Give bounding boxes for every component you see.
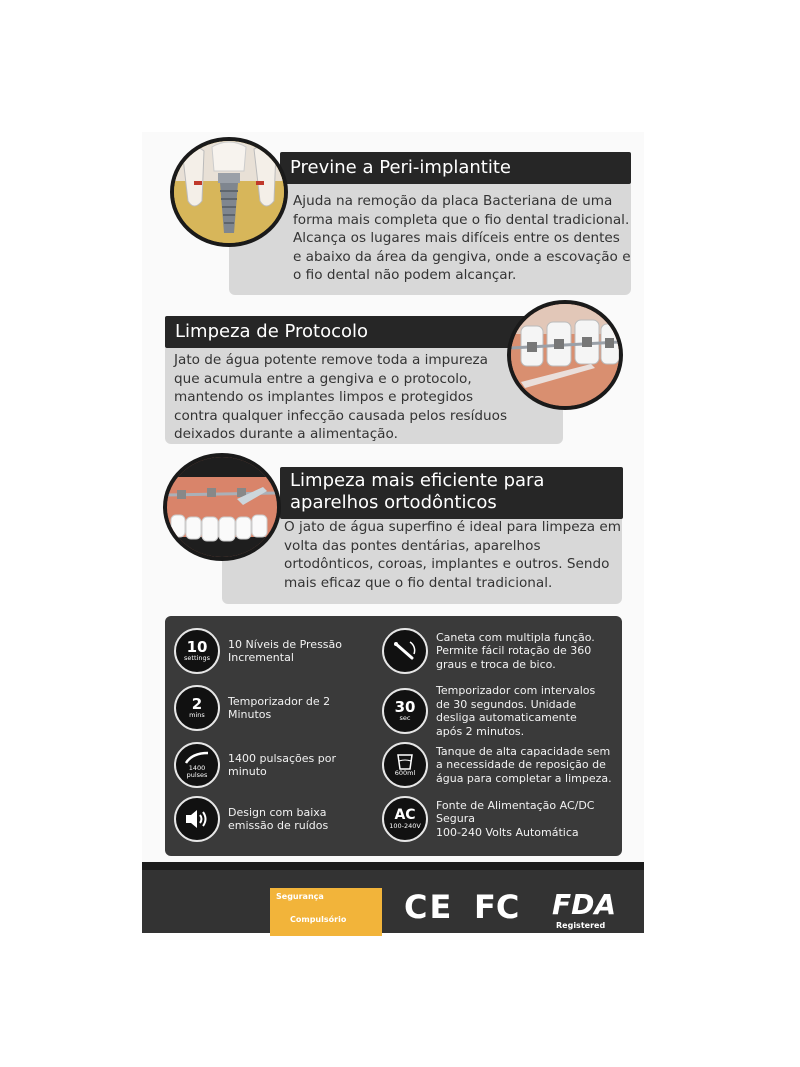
feature-power-supply — [382, 796, 595, 842]
peri-implantitis-description: Ajuda na remoção da placa Bacteriana de uma forma mais completa que o fio dental tradicional. Alcança os lugares mais difíceis entre os dentes e abaixo da área da gengiva, onde a escovação e o fio dental não podem alcançar. — [293, 193, 631, 283]
feature-water-tank — [382, 742, 612, 788]
feature-two-minute-timer — [174, 685, 330, 731]
fda-registered-label: Registered — [556, 921, 606, 930]
fda-logo: FDA — [552, 888, 617, 921]
feature-pressure-text: 10 Níveis de Pressão Incremental — [228, 637, 343, 664]
feature-pressure-levels — [174, 628, 342, 674]
certification-bar — [142, 862, 644, 933]
feature-interval-text: Temporizador com intervalos de 30 segundos. Unidade desliga automaticamente após 2 minutos. — [436, 684, 596, 738]
feature-tank-text: Tanque de alta capacidade sem a necessidade de reposição de água para completar a limpeza. — [436, 744, 612, 785]
dental-implant-photo — [170, 137, 288, 247]
peri-implantitis-title: Previne a Peri-implantite — [280, 152, 631, 184]
feature-pulses — [174, 742, 336, 788]
multifunction-pen-icon — [382, 628, 428, 674]
feature-noise-text: Design com baixa emissão de ruídos — [228, 805, 329, 832]
feature-low-noise — [174, 796, 328, 842]
feature-multifunction-pen — [382, 628, 595, 674]
protocol-cleaning-title: Limpeza de Protocolo — [165, 316, 535, 348]
feature-pulses-text: 1400 pulsações por minuto — [228, 751, 336, 778]
thirty-second-timer-icon: 30 sec — [382, 688, 428, 734]
feature-pen-text: Caneta com multipla função. Permite fácil rotação de 360 graus e troca de bico. — [436, 630, 595, 671]
low-noise-speaker-icon — [174, 796, 220, 842]
feature-power-text: Fonte de Alimentação AC/DC Segura 100-240 Volts Automática — [436, 798, 595, 839]
power-supply-icon: AC 100-240V — [382, 796, 428, 842]
protocol-cleaning-description: Jato de água potente remove toda a impureza que acumula entre a gengiva e o protocolo, mantendo os implantes limpos e protegidos contra qualquer infecção causada pelos resíduos deixados durante a alimentação. — [174, 352, 508, 442]
ce-mark-logo: CE — [404, 888, 454, 926]
orthodontic-cleaning-description: O jato de água superfino é ideal para limpeza em volta das pontes dentárias, aparelhos ortodônticos, coroas, implantes e outros. Sendo mais eficaz que o fio dental tradicional. — [284, 519, 621, 591]
pressure-settings-icon: 10 settings — [174, 628, 220, 674]
protocol-braces-photo — [507, 300, 623, 410]
pulses-icon: 1400 pulses — [174, 742, 220, 788]
inmetro-seal: Segurança Compulsório — [270, 888, 382, 936]
two-minute-timer-icon: 2 mins — [174, 685, 220, 731]
orthodontic-cleaning-title: Limpeza mais eficiente para aparelhos ortodônticos — [280, 467, 623, 519]
feature-thirty-second-timer — [382, 684, 595, 738]
water-tank-icon: 600ml — [382, 742, 428, 788]
feature-timer-text: Temporizador de 2 Minutos — [228, 694, 331, 721]
orthodontic-teeth-photo — [163, 453, 281, 561]
fcc-logo: FC — [474, 888, 520, 926]
